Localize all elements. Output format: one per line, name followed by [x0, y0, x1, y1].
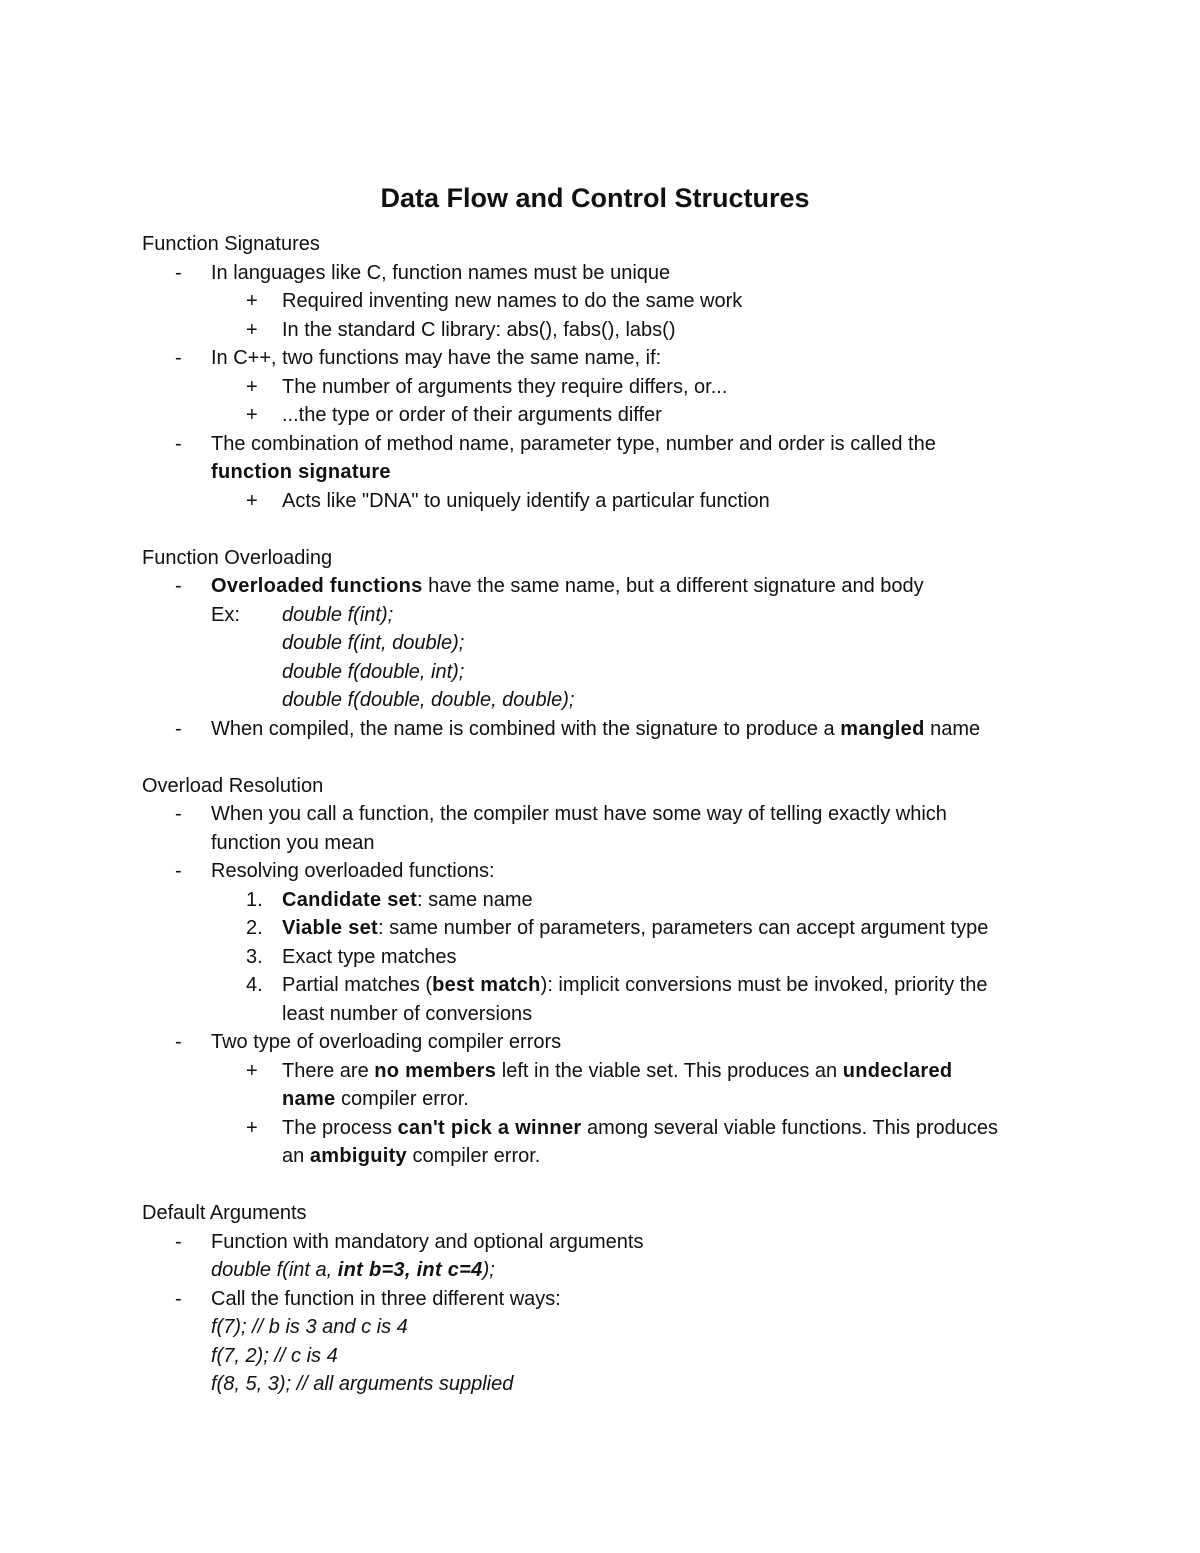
plus-marker: +: [246, 318, 258, 341]
bold-term: undeclared: [842, 1059, 953, 1082]
numbered-item: 2. Viable set: same number of parameters, parameters can accept argument type: [142, 914, 1062, 943]
section-heading: Function Signatures: [142, 233, 320, 255]
bold-term: int b=3, int c=4: [337, 1259, 483, 1281]
code-example: double f(double, int);: [282, 660, 465, 683]
section-function-overloading: [142, 544, 1062, 744]
sub-bullet-item: + Required inventing new names to do the same work: [142, 287, 1062, 316]
bold-term: mangled: [840, 717, 925, 740]
dash-marker: -: [175, 1230, 182, 1253]
dash-marker: -: [175, 803, 182, 825]
bullet-item: - In languages like C, function names must be unique: [142, 259, 1062, 288]
plus-marker: +: [246, 404, 258, 426]
section-function-signatures: [142, 230, 1062, 515]
section-heading: Default Arguments: [142, 1202, 307, 1224]
plus-marker: +: [246, 1059, 258, 1082]
bullet-item: - Function with mandatory and optional arguments: [142, 1228, 1062, 1257]
numbered-continuation: least number of conversions: [282, 1002, 533, 1025]
plus-marker: +: [246, 1116, 258, 1139]
sub-bullet-continuation: name compiler error.: [282, 1088, 469, 1110]
bullet-item: - Overloaded functions have the same name, but a different signature and body: [142, 572, 1062, 601]
code-example: double f(int a, int b=3, int c=4);: [211, 1259, 495, 1281]
bullet-item: - Two type of overloading compiler errors: [142, 1028, 1062, 1057]
bullet-continuation: function you mean: [211, 831, 375, 854]
dash-marker: -: [175, 717, 182, 740]
code-example: double f(int);: [282, 603, 394, 626]
bullet-item: - Call the function in three different ways:: [142, 1285, 1062, 1314]
number-marker: 4.: [246, 974, 263, 996]
plus-marker: +: [246, 290, 258, 312]
section-heading: Function Overloading: [142, 546, 333, 569]
bullet-item: - In C++, two functions may have the same name, if:: [142, 344, 1062, 373]
bold-term: Candidate set: [282, 888, 418, 911]
number-marker: 3.: [246, 945, 263, 968]
bold-term: no members: [374, 1059, 497, 1082]
sub-bullet-item: + ...the type or order of their arguments differ: [142, 401, 1062, 430]
bullet-continuation: [142, 458, 1062, 487]
number-marker: 2.: [246, 917, 263, 939]
code-example: double f(double, double, double);: [282, 689, 575, 711]
dash-marker: -: [175, 432, 182, 455]
bullet-item: - When you call a function, the compiler must have some way of telling exactly which: [142, 800, 1062, 829]
dash-marker: -: [175, 1287, 182, 1310]
dash-marker: -: [175, 347, 182, 369]
sub-bullet-item: + The number of arguments they require differs, or...: [142, 373, 1062, 402]
page-title: Data Flow and Control Structures: [380, 183, 810, 213]
number-marker: 1.: [246, 888, 263, 911]
section-heading: Overload Resolution: [142, 774, 324, 797]
numbered-item: 3. Exact type matches: [142, 943, 1062, 972]
section-default-arguments: [142, 1199, 1062, 1399]
code-example: f(8, 5, 3); // all arguments supplied: [211, 1373, 514, 1395]
section-overload-resolution: [142, 772, 1062, 1171]
document-page: [142, 180, 1062, 1427]
bullet-item: - The combination of method name, parameter type, number and order is called the: [142, 430, 1062, 459]
sub-bullet-item: + The process can't pick a winner among several viable functions. This produces: [142, 1114, 1062, 1143]
code-example: double f(int, double);: [282, 632, 465, 654]
bold-term: function signature: [211, 461, 391, 483]
bold-term: Overloaded functions: [211, 575, 423, 597]
example-line: [142, 686, 1062, 715]
dash-marker: -: [175, 1031, 182, 1053]
bold-term: ambiguity: [309, 1145, 407, 1167]
bold-term: name: [282, 1088, 336, 1110]
sub-bullet-item: + There are no members left in the viable set. This produces an undeclared: [142, 1057, 1062, 1086]
sub-bullet-item: + Acts like "DNA" to uniquely identify a particular function: [142, 487, 1062, 516]
numbered-item: 4. Partial matches (best match): implicit conversions must be invoked, priority the: [142, 971, 1062, 1000]
numbered-item: 1. Candidate set: same name: [142, 886, 1062, 915]
bold-term: best match: [432, 974, 541, 996]
example-line: [142, 629, 1062, 658]
plus-marker: +: [246, 375, 258, 398]
code-example: f(7, 2); // c is 4: [211, 1344, 338, 1367]
example-line: [142, 601, 1062, 630]
sub-bullet-continuation: an ambiguity compiler error.: [282, 1145, 541, 1167]
sub-bullet-item: + In the standard C library: abs(), fabs(), labs(): [142, 316, 1062, 345]
code-example: f(7); // b is 3 and c is 4: [211, 1316, 408, 1338]
dash-marker: -: [175, 261, 182, 284]
example-label: Ex:: [211, 603, 240, 626]
dash-marker: -: [175, 860, 182, 882]
bold-term: can't pick a winner: [397, 1116, 582, 1139]
bullet-item: - When compiled, the name is combined with the signature to produce a mangled name: [142, 715, 1062, 744]
example-line: [142, 658, 1062, 687]
plus-marker: +: [246, 489, 258, 512]
bold-term: Viable set: [282, 917, 379, 939]
dash-marker: -: [175, 575, 182, 597]
bullet-item: - Resolving overloaded functions:: [142, 857, 1062, 886]
